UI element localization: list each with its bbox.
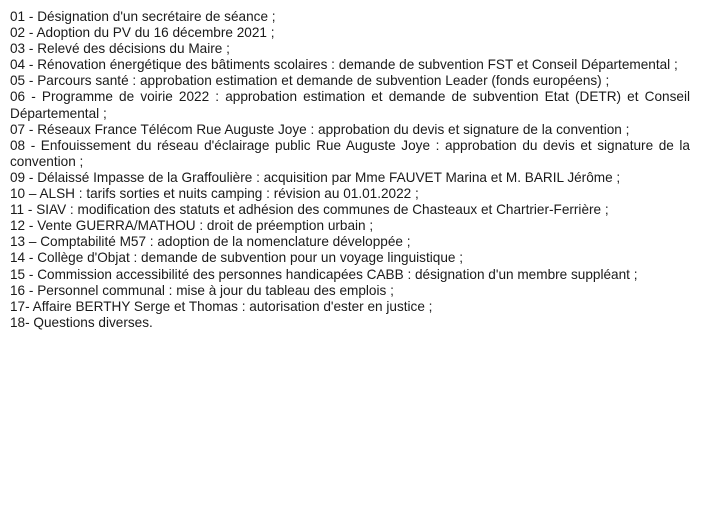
agenda-item-05: 05 - Parcours santé : approbation estimation et demande de subvention Leader (fonds européens) ; — [10, 73, 610, 89]
agenda-item-01: 01 - Désignation d'un secrétaire de séance ; — [10, 9, 276, 24]
agenda-item-07: 07 - Réseaux France Télécom Rue Auguste Joye : approbation du devis et signature de la convention ; — [10, 121, 630, 137]
agenda-item-16: 16 - Personnel communal : mise à jour du tableau des emplois ; — [10, 282, 394, 298]
agenda-item-08: 08 - Enfouissement du réseau d'éclairage public Rue Auguste Joye : approbation du devis et signature de la convention ; — [10, 137, 690, 169]
agenda-item-02: 02 - Adoption du PV du 16 décembre 2021 ; — [10, 25, 275, 41]
agenda-item-06: 06 - Programme de voirie 2022 : approbation estimation et demande de subvention Etat (DETR) et Conseil Départemental ; — [10, 89, 690, 121]
agenda-item-09: 09 - Délaissé Impasse de la Graffoulière : acquisition par Mme FAUVET Marina et M. BARIL Jérôme ; — [10, 169, 621, 185]
agenda-item-18: 18- Questions diverses. — [10, 314, 153, 330]
agenda-item-03: 03 - Relevé des décisions du Maire ; — [10, 41, 230, 57]
agenda-item-10: 10 – ALSH : tarifs sorties et nuits camping : révision au 01.01.2022 ; — [10, 186, 419, 202]
agenda-item-14: 14 - Collège d'Objat : demande de subvention pour un voyage linguistique ; — [10, 250, 464, 266]
agenda-item-12: 12 - Vente GUERRA/MATHOU : droit de préemption urbain ; — [10, 218, 374, 234]
agenda-item-11: 11 - SIAV : modification des statuts et adhésion des communes de Chasteaux et Chartrier-Ferrière ; — [10, 202, 609, 218]
agenda-item-17: 17- Affaire BERTHY Serge et Thomas : autorisation d'ester en justice ; — [10, 298, 433, 314]
agenda-item-13: 13 – Comptabilité M57 : adoption de la nomenclature développée ; — [10, 234, 411, 250]
agenda-item-15: 15 - Commission accessibilité des personnes handicapées CABB : désignation d'un membre suppléant ; — [10, 266, 638, 282]
agenda-item-04: 04 - Rénovation énergétique des bâtiments scolaires : demande de subvention FST et Conseil Départemental ; — [10, 57, 678, 73]
